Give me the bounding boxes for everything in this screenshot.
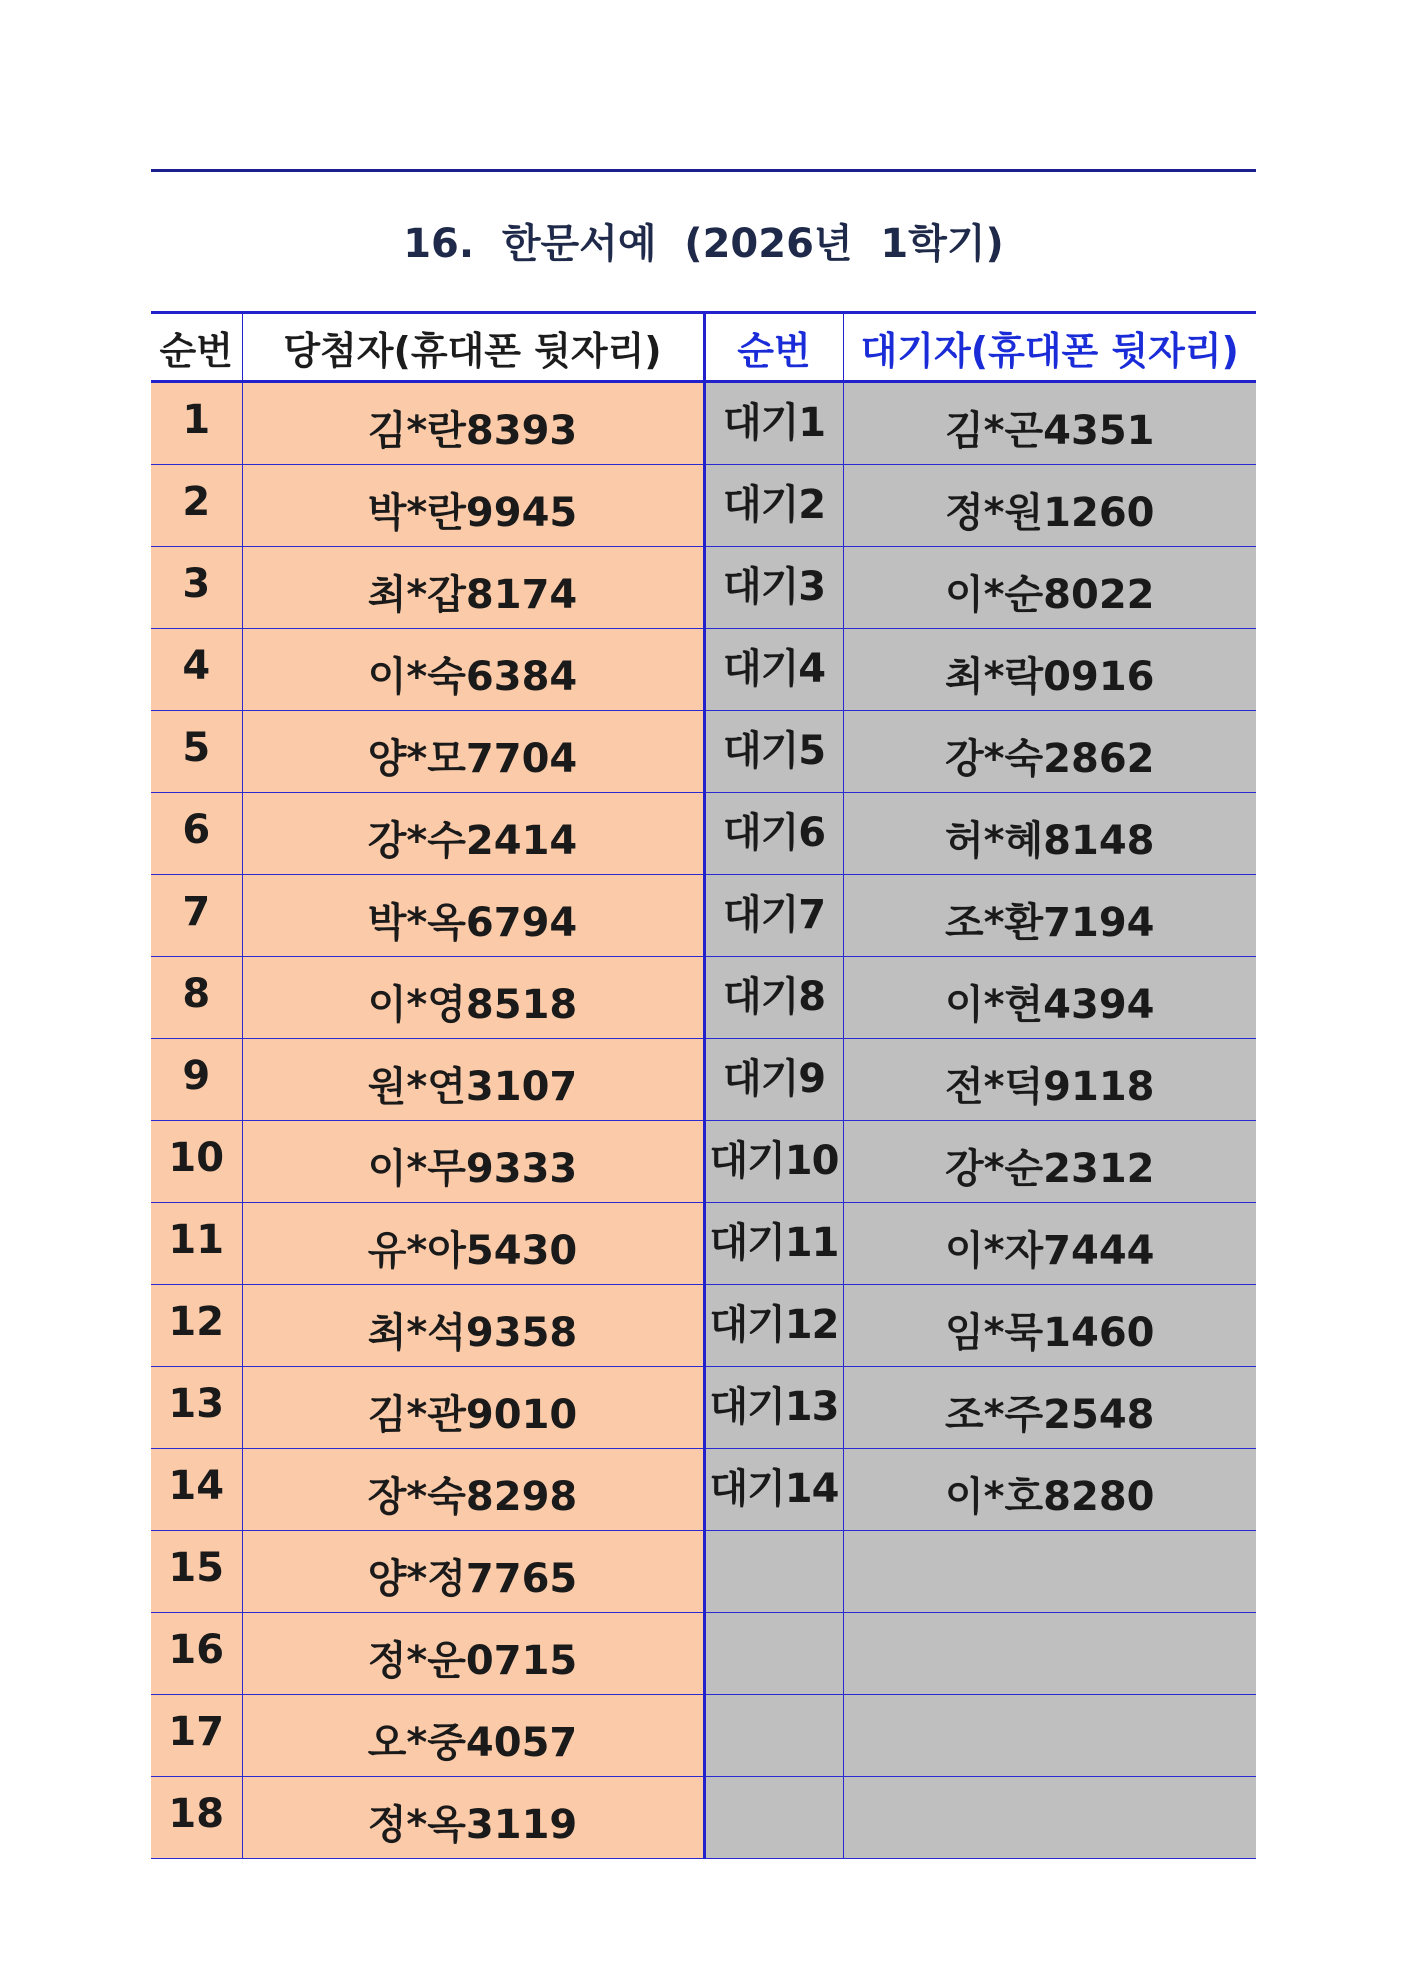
winner-cell <box>242 382 704 465</box>
winner-cell-text: 이*숙6384 <box>367 654 578 700</box>
row-seq-cell-text: 18 <box>168 1790 225 1837</box>
wait-seq-cell <box>704 465 843 547</box>
row-seq-cell-text: 6 <box>182 806 211 853</box>
table-header-row <box>151 313 1256 382</box>
row-seq-cell <box>151 957 242 1039</box>
wait-seq-cell-text: 대기6 <box>722 810 826 856</box>
waitlist-cell-text: 강*순2312 <box>944 1146 1155 1192</box>
row-seq-cell-text: 16 <box>168 1626 225 1673</box>
waitlist-cell-text: 조*주2548 <box>944 1392 1155 1438</box>
waitlist-cell <box>843 793 1256 875</box>
wait-seq-cell <box>704 793 843 875</box>
winner-cell-text: 장*숙8298 <box>367 1474 578 1520</box>
lottery-result-table <box>151 311 1256 1859</box>
row-seq-cell <box>151 1367 242 1449</box>
table-row <box>151 793 1256 875</box>
row-seq-cell-text: 10 <box>168 1134 225 1181</box>
row-seq-cell <box>151 629 242 711</box>
waitlist-cell <box>843 1203 1256 1285</box>
winner-cell <box>242 1695 704 1777</box>
winner-cell <box>242 1203 704 1285</box>
waitlist-cell <box>843 1367 1256 1449</box>
waitlist-cell <box>843 1695 1256 1777</box>
waitlist-cell-text: 이*자7444 <box>944 1228 1155 1274</box>
waitlist-cell-text: 허*혜8148 <box>944 818 1155 864</box>
table-row <box>151 1449 1256 1531</box>
waitlist-cell-text: 최*락0916 <box>944 654 1155 700</box>
waitlist-cell-text: 김*곤4351 <box>944 408 1155 454</box>
table-row <box>151 1039 1256 1121</box>
wait-seq-cell <box>704 1531 843 1613</box>
row-seq-cell <box>151 1285 242 1367</box>
wait-seq-cell <box>704 711 843 793</box>
waitlist-cell <box>843 547 1256 629</box>
winner-cell-text: 이*무9333 <box>367 1146 578 1192</box>
winner-cell-text: 원*연3107 <box>367 1064 578 1110</box>
wait-seq-cell <box>704 1695 843 1777</box>
wait-seq-cell-text: 대기11 <box>709 1220 839 1266</box>
row-seq-cell-text: 9 <box>182 1052 211 1099</box>
waitlist-cell-text: 정*원1260 <box>944 490 1155 536</box>
row-seq-cell <box>151 875 242 957</box>
winner-cell-text: 이*영8518 <box>367 982 578 1028</box>
winner-cell <box>242 1531 704 1613</box>
header-wait-seq: 순번 <box>704 313 843 382</box>
winner-cell-text: 유*아5430 <box>367 1228 578 1274</box>
table-row <box>151 547 1256 629</box>
wait-seq-cell-text: 대기8 <box>722 974 826 1020</box>
waitlist-cell <box>843 1613 1256 1695</box>
winner-cell <box>242 1777 704 1859</box>
table-row <box>151 711 1256 793</box>
winner-cell-text: 오*중4057 <box>367 1720 578 1766</box>
table-row <box>151 875 1256 957</box>
waitlist-cell <box>843 1531 1256 1613</box>
wait-seq-cell-text: 대기12 <box>709 1302 839 1348</box>
header-waitlist: 대기자(휴대폰 뒷자리) <box>843 313 1256 382</box>
wait-seq-cell <box>704 1367 843 1449</box>
top-divider-line <box>151 169 1256 172</box>
waitlist-cell <box>843 1039 1256 1121</box>
header-winner: 당첨자(휴대폰 뒷자리) <box>242 313 704 382</box>
wait-seq-cell-text: 대기13 <box>709 1384 839 1430</box>
wait-seq-cell <box>704 547 843 629</box>
table-row <box>151 1121 1256 1203</box>
row-seq-cell-text: 14 <box>168 1462 225 1509</box>
row-seq-cell-text: 7 <box>182 888 211 935</box>
winner-cell <box>242 629 704 711</box>
waitlist-cell <box>843 1285 1256 1367</box>
wait-seq-cell-text: 대기2 <box>722 482 826 528</box>
winner-cell-text: 김*란8393 <box>367 408 578 454</box>
row-seq-cell <box>151 1449 242 1531</box>
row-seq-cell-text: 15 <box>168 1544 225 1591</box>
row-seq-cell <box>151 793 242 875</box>
waitlist-cell-text: 강*숙2862 <box>944 736 1155 782</box>
wait-seq-cell <box>704 1285 843 1367</box>
winner-cell-text: 강*수2414 <box>367 818 578 864</box>
row-seq-cell <box>151 1695 242 1777</box>
table-row <box>151 1285 1256 1367</box>
wait-seq-cell-text: 대기3 <box>722 564 826 610</box>
row-seq-cell-text: 4 <box>182 642 211 689</box>
wait-seq-cell <box>704 875 843 957</box>
waitlist-cell-text: 전*덕9118 <box>944 1064 1155 1110</box>
row-seq-cell-text: 12 <box>168 1298 225 1345</box>
wait-seq-cell <box>704 957 843 1039</box>
table-row <box>151 382 1256 465</box>
table-row <box>151 1613 1256 1695</box>
wait-seq-cell-text: 대기1 <box>722 400 826 446</box>
waitlist-cell <box>843 1449 1256 1531</box>
winner-cell <box>242 711 704 793</box>
row-seq-cell-text: 13 <box>168 1380 225 1427</box>
winner-cell-text: 정*옥3119 <box>367 1802 578 1848</box>
winner-cell <box>242 875 704 957</box>
table-row <box>151 465 1256 547</box>
winner-cell-text: 김*관9010 <box>367 1392 578 1438</box>
winner-cell-text: 박*란9945 <box>367 490 578 536</box>
table-body <box>151 382 1256 1859</box>
waitlist-cell-text: 이*순8022 <box>944 572 1155 618</box>
winner-cell <box>242 1449 704 1531</box>
row-seq-cell <box>151 1121 242 1203</box>
waitlist-cell <box>843 1777 1256 1859</box>
row-seq-cell <box>151 1777 242 1859</box>
wait-seq-cell-text: 대기9 <box>722 1056 826 1102</box>
wait-seq-cell-text: 대기7 <box>722 892 826 938</box>
waitlist-cell-text: 임*묵1460 <box>944 1310 1155 1356</box>
waitlist-cell <box>843 382 1256 465</box>
winner-cell <box>242 1613 704 1695</box>
wait-seq-cell <box>704 1203 843 1285</box>
waitlist-cell-text: 이*현4394 <box>944 982 1155 1028</box>
winner-cell <box>242 547 704 629</box>
wait-seq-cell-text: 대기14 <box>709 1466 839 1512</box>
wait-seq-cell <box>704 1449 843 1531</box>
winner-cell <box>242 1367 704 1449</box>
table-row <box>151 957 1256 1039</box>
row-seq-cell <box>151 547 242 629</box>
row-seq-cell <box>151 1203 242 1285</box>
row-seq-cell-text: 5 <box>182 724 211 771</box>
row-seq-cell-text: 11 <box>168 1216 225 1263</box>
row-seq-cell-text: 2 <box>182 478 211 525</box>
row-seq-cell <box>151 465 242 547</box>
table-row <box>151 1531 1256 1613</box>
waitlist-cell <box>843 711 1256 793</box>
waitlist-cell-text: 이*호8280 <box>944 1474 1155 1520</box>
winner-cell <box>242 1285 704 1367</box>
winner-cell-text: 박*옥6794 <box>367 900 578 946</box>
waitlist-cell <box>843 629 1256 711</box>
row-seq-cell-text: 17 <box>168 1708 225 1755</box>
waitlist-cell <box>843 1121 1256 1203</box>
row-seq-cell <box>151 382 242 465</box>
wait-seq-cell <box>704 382 843 465</box>
winner-cell-text: 정*운0715 <box>367 1638 578 1684</box>
row-seq-cell <box>151 1039 242 1121</box>
page-title: 16. 한문서예 (2026년 1학기) <box>403 221 1004 267</box>
winner-cell-text: 최*갑8174 <box>367 572 578 618</box>
wait-seq-cell-text: 대기4 <box>722 646 826 692</box>
winner-cell-text: 최*석9358 <box>367 1310 578 1356</box>
table-row <box>151 1203 1256 1285</box>
wait-seq-cell-text: 대기10 <box>709 1138 839 1184</box>
table-row <box>151 1367 1256 1449</box>
row-seq-cell-text: 1 <box>182 396 211 443</box>
wait-seq-cell <box>704 1121 843 1203</box>
table-row <box>151 1777 1256 1859</box>
wait-seq-cell <box>704 1777 843 1859</box>
wait-seq-cell <box>704 629 843 711</box>
winner-cell <box>242 465 704 547</box>
waitlist-cell-text: 조*환7194 <box>944 900 1155 946</box>
row-seq-cell-text: 8 <box>182 970 211 1017</box>
table-row <box>151 1695 1256 1777</box>
row-seq-cell <box>151 1531 242 1613</box>
row-seq-cell <box>151 1613 242 1695</box>
waitlist-cell <box>843 465 1256 547</box>
winner-cell <box>242 1039 704 1121</box>
waitlist-cell <box>843 957 1256 1039</box>
wait-seq-cell <box>704 1039 843 1121</box>
wait-seq-cell <box>704 1613 843 1695</box>
row-seq-cell <box>151 711 242 793</box>
winner-cell-text: 양*정7765 <box>367 1556 578 1602</box>
winner-cell <box>242 793 704 875</box>
waitlist-cell <box>843 875 1256 957</box>
row-seq-cell-text: 3 <box>182 560 211 607</box>
table-row <box>151 629 1256 711</box>
winner-cell <box>242 957 704 1039</box>
header-seq: 순번 <box>151 313 242 382</box>
winner-cell <box>242 1121 704 1203</box>
wait-seq-cell-text: 대기5 <box>722 728 826 774</box>
winner-cell-text: 양*모7704 <box>367 736 578 782</box>
